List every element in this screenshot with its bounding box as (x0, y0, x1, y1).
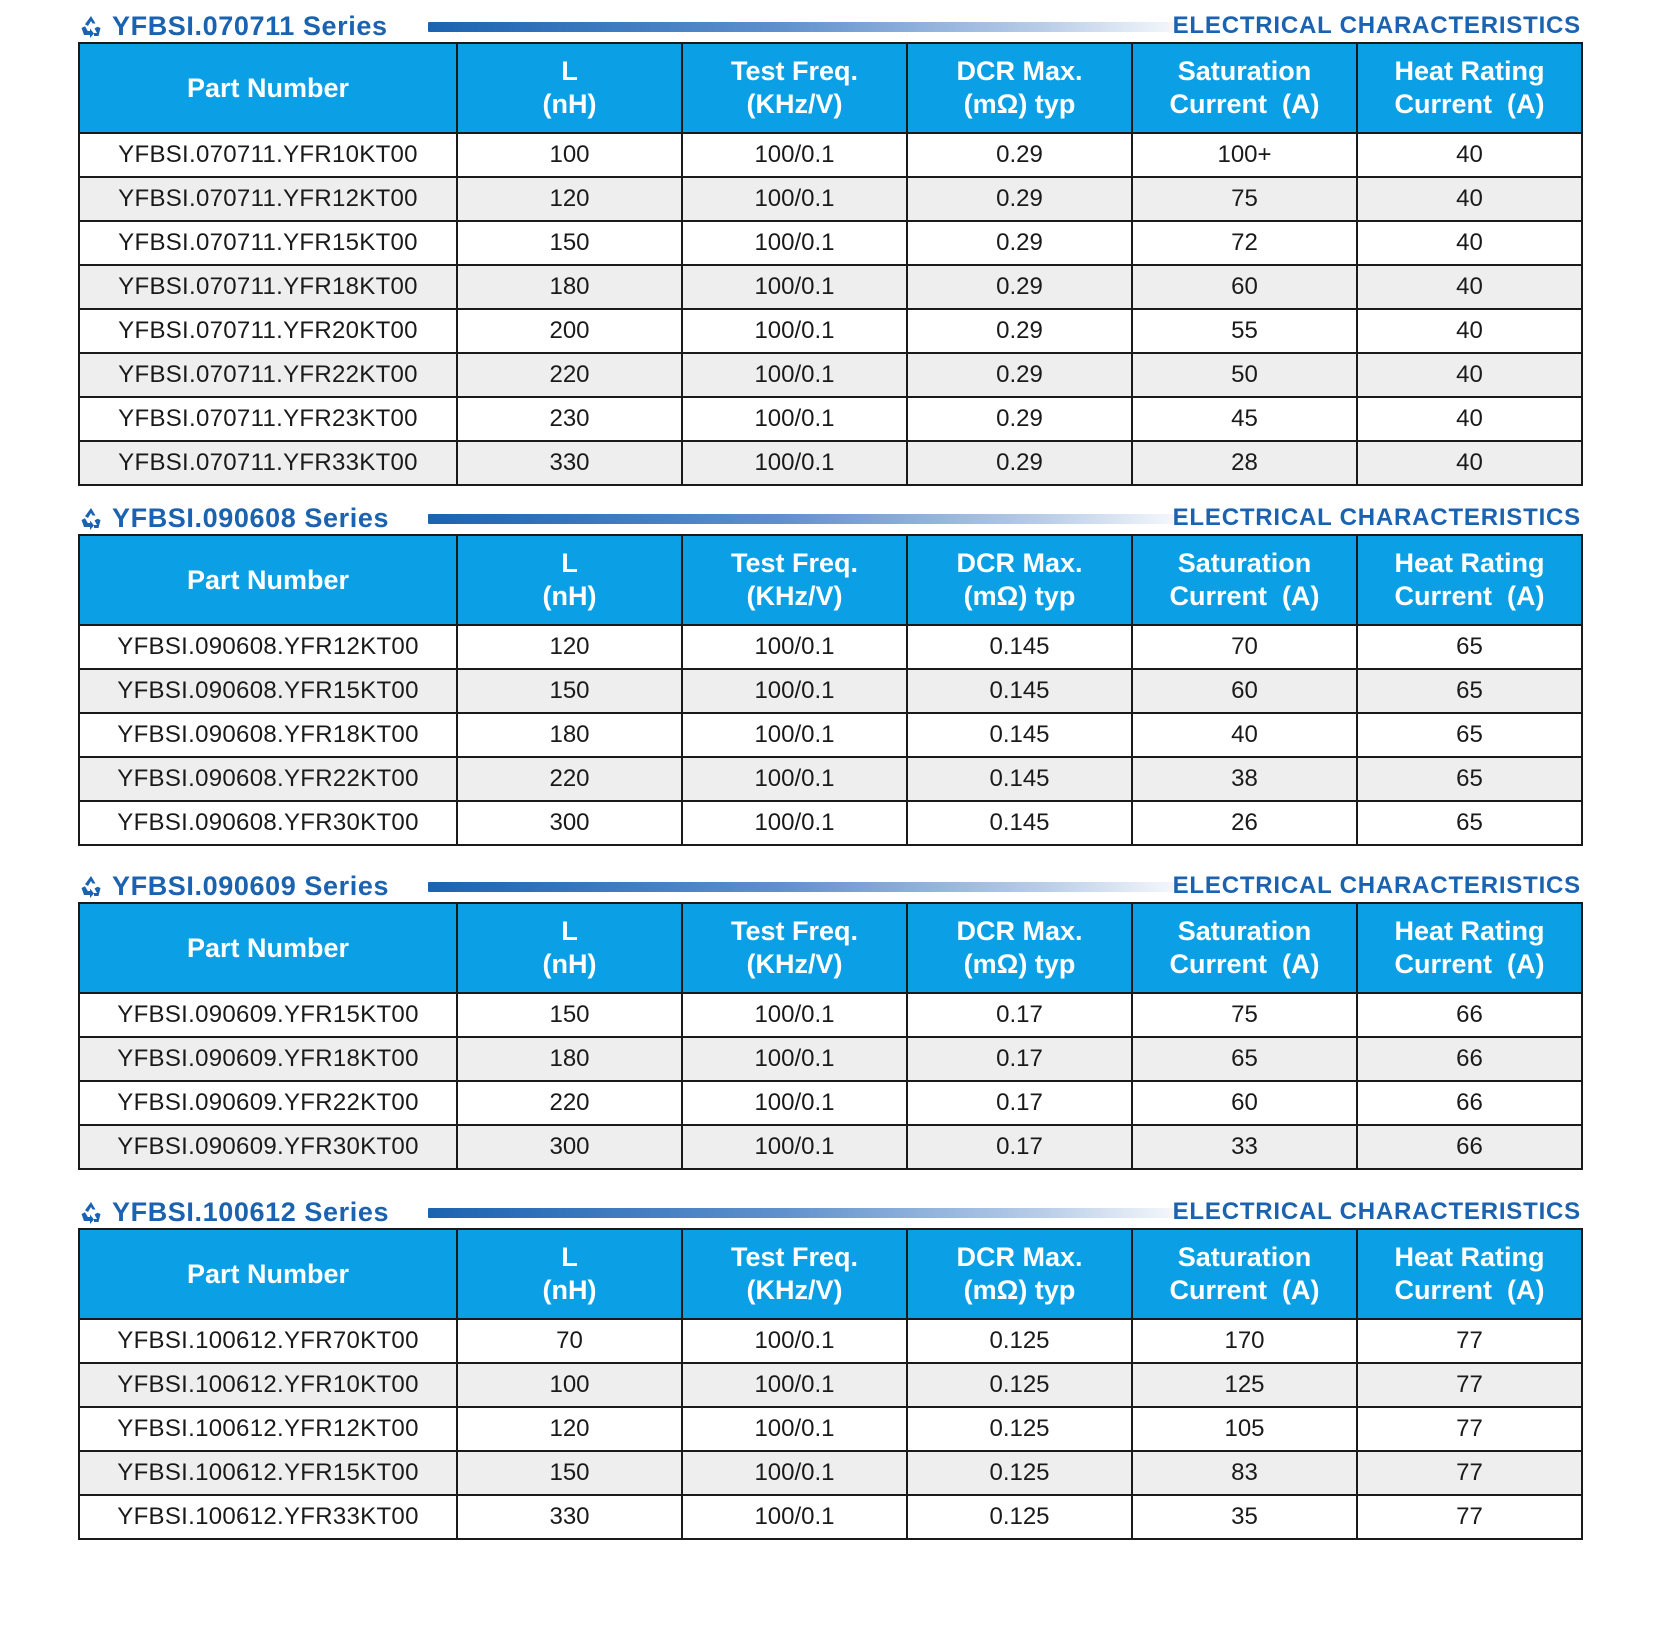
column-header (1132, 535, 1357, 625)
value-cell: 0.29 (907, 133, 1132, 177)
table-row (79, 713, 1582, 757)
value-cell: 100/0.1 (682, 1451, 907, 1495)
column-header-line: Saturation (1177, 56, 1312, 86)
value-cell: 72 (1132, 221, 1357, 265)
value-cell: 330 (457, 441, 682, 485)
value-cell: 0.29 (907, 221, 1132, 265)
table-row (79, 625, 1582, 669)
part-number-cell: YFBSI.100612.YFR15KT00 (79, 1451, 457, 1495)
value-cell: 100/0.1 (682, 625, 907, 669)
table-row (79, 265, 1582, 309)
table-header-row (79, 903, 1582, 993)
electrical-characteristics-label: ELECTRICAL CHARACTERISTICS (1172, 504, 1581, 531)
series-header (78, 871, 1581, 901)
column-header-unit: (mΩ) typ (963, 949, 1076, 979)
value-cell: 60 (1132, 1081, 1357, 1125)
part-number-cell: YFBSI.070711.YFR22KT00 (79, 353, 457, 397)
column-header (682, 1229, 907, 1319)
title-gradient-rule (428, 1208, 1198, 1218)
column-header-line: Heat Rating (1394, 548, 1545, 578)
column-header (907, 535, 1132, 625)
value-cell: 100/0.1 (682, 353, 907, 397)
value-cell: 0.145 (907, 757, 1132, 801)
part-number-cell: YFBSI.090609.YFR15KT00 (79, 993, 457, 1037)
value-cell: 105 (1132, 1407, 1357, 1451)
column-header-line: Part Number (186, 564, 350, 595)
column-header-line: L (561, 548, 578, 578)
table-row (79, 1451, 1582, 1495)
series-section (78, 503, 1581, 836)
series-section (78, 871, 1581, 1160)
recycle-icon (78, 1200, 104, 1226)
value-cell: 45 (1132, 397, 1357, 441)
table-row (79, 133, 1582, 177)
part-number-cell: YFBSI.070711.YFR12KT00 (79, 177, 457, 221)
column-header-unit: (KHz/V) (746, 949, 843, 979)
column-header (907, 903, 1132, 993)
value-cell: 28 (1132, 441, 1357, 485)
column-header (682, 903, 907, 993)
column-header-unit: (nH) (542, 1275, 597, 1305)
table-row (79, 397, 1582, 441)
value-cell: 200 (457, 309, 682, 353)
table-row (79, 353, 1582, 397)
column-header-unit: (nH) (542, 581, 597, 611)
part-number-cell: YFBSI.070711.YFR33KT00 (79, 441, 457, 485)
value-cell: 330 (457, 1495, 682, 1539)
column-header-unit: (mΩ) typ (963, 581, 1076, 611)
value-cell: 0.29 (907, 309, 1132, 353)
value-cell: 66 (1357, 1125, 1582, 1169)
table-row (79, 669, 1582, 713)
value-cell: 100/0.1 (682, 669, 907, 713)
part-number-cell: YFBSI.070711.YFR20KT00 (79, 309, 457, 353)
value-cell: 100/0.1 (682, 801, 907, 845)
column-header-line: Test Freq. (730, 916, 859, 946)
column-header-line: Heat Rating (1394, 56, 1545, 86)
column-header-line: DCR Max. (956, 1242, 1083, 1272)
value-cell: 70 (457, 1319, 682, 1363)
table-row (79, 309, 1582, 353)
value-cell: 0.145 (907, 625, 1132, 669)
column-header-unit: Current (A) (1169, 89, 1320, 119)
part-number-cell: YFBSI.090609.YFR22KT00 (79, 1081, 457, 1125)
table-row (79, 1037, 1582, 1081)
value-cell: 77 (1357, 1407, 1582, 1451)
value-cell: 77 (1357, 1495, 1582, 1539)
value-cell: 100/0.1 (682, 1495, 907, 1539)
value-cell: 60 (1132, 669, 1357, 713)
value-cell: 70 (1132, 625, 1357, 669)
value-cell: 65 (1357, 801, 1582, 845)
column-header-line: Saturation (1177, 916, 1312, 946)
value-cell: 100+ (1132, 133, 1357, 177)
value-cell: 300 (457, 801, 682, 845)
value-cell: 77 (1357, 1363, 1582, 1407)
column-header (1132, 903, 1357, 993)
value-cell: 100 (457, 1363, 682, 1407)
value-cell: 100/0.1 (682, 1125, 907, 1169)
value-cell: 40 (1132, 713, 1357, 757)
column-header (907, 43, 1132, 133)
column-header (907, 1229, 1132, 1319)
column-header (1357, 535, 1582, 625)
column-header-line: DCR Max. (956, 548, 1083, 578)
title-gradient-rule (428, 22, 1198, 32)
electrical-characteristics-label: ELECTRICAL CHARACTERISTICS (1172, 872, 1581, 899)
column-header-unit: (nH) (542, 949, 597, 979)
column-header-line: Saturation (1177, 1242, 1312, 1272)
value-cell: 83 (1132, 1451, 1357, 1495)
value-cell: 40 (1357, 309, 1582, 353)
value-cell: 0.17 (907, 1037, 1132, 1081)
column-header (457, 903, 682, 993)
value-cell: 180 (457, 1037, 682, 1081)
value-cell: 40 (1357, 177, 1582, 221)
value-cell: 100/0.1 (682, 1081, 907, 1125)
column-header-unit: (nH) (542, 89, 597, 119)
value-cell: 100 (457, 133, 682, 177)
part-number-cell: YFBSI.090608.YFR30KT00 (79, 801, 457, 845)
column-header-line: L (561, 56, 578, 86)
value-cell: 100/0.1 (682, 265, 907, 309)
series-header (78, 11, 1581, 41)
table-row (79, 1125, 1582, 1169)
value-cell: 0.125 (907, 1451, 1132, 1495)
value-cell: 0.125 (907, 1363, 1132, 1407)
column-header (1132, 1229, 1357, 1319)
table-row (79, 1363, 1582, 1407)
value-cell: 77 (1357, 1319, 1582, 1363)
table-row (79, 221, 1582, 265)
table-header-row (79, 535, 1582, 625)
column-header (79, 535, 457, 625)
value-cell: 125 (1132, 1363, 1357, 1407)
column-header-unit: (KHz/V) (746, 1275, 843, 1305)
title-gradient-rule (428, 514, 1198, 524)
table-row (79, 1319, 1582, 1363)
column-header-line: Part Number (186, 1258, 350, 1289)
column-header-unit: Current (A) (1394, 89, 1545, 119)
value-cell: 150 (457, 221, 682, 265)
value-cell: 40 (1357, 441, 1582, 485)
column-header-unit: Current (A) (1394, 949, 1545, 979)
value-cell: 66 (1357, 1081, 1582, 1125)
column-header-line: Test Freq. (730, 548, 859, 578)
value-cell: 180 (457, 713, 682, 757)
column-header (1357, 1229, 1582, 1319)
value-cell: 35 (1132, 1495, 1357, 1539)
value-cell: 230 (457, 397, 682, 441)
column-header-line: Heat Rating (1394, 1242, 1545, 1272)
title-gradient-rule (428, 882, 1198, 892)
table-row (79, 1407, 1582, 1451)
part-number-cell: YFBSI.100612.YFR70KT00 (79, 1319, 457, 1363)
value-cell: 40 (1357, 353, 1582, 397)
value-cell: 60 (1132, 265, 1357, 309)
value-cell: 120 (457, 1407, 682, 1451)
electrical-characteristics-label: ELECTRICAL CHARACTERISTICS (1172, 12, 1581, 39)
value-cell: 33 (1132, 1125, 1357, 1169)
part-number-cell: YFBSI.090608.YFR12KT00 (79, 625, 457, 669)
value-cell: 150 (457, 993, 682, 1037)
part-number-cell: YFBSI.090608.YFR15KT00 (79, 669, 457, 713)
column-header-line: Saturation (1177, 548, 1312, 578)
value-cell: 0.125 (907, 1407, 1132, 1451)
series-title: YFBSI.090608 Series (112, 503, 390, 533)
table-row (79, 801, 1582, 845)
value-cell: 100/0.1 (682, 397, 907, 441)
value-cell: 100/0.1 (682, 1407, 907, 1451)
part-number-cell: YFBSI.090608.YFR18KT00 (79, 713, 457, 757)
value-cell: 220 (457, 757, 682, 801)
value-cell: 0.17 (907, 1125, 1132, 1169)
value-cell: 0.145 (907, 669, 1132, 713)
part-number-cell: YFBSI.100612.YFR12KT00 (79, 1407, 457, 1451)
value-cell: 100/0.1 (682, 993, 907, 1037)
value-cell: 180 (457, 265, 682, 309)
part-number-cell: YFBSI.090609.YFR30KT00 (79, 1125, 457, 1169)
table-row (79, 993, 1582, 1037)
part-number-cell: YFBSI.070711.YFR10KT00 (79, 133, 457, 177)
value-cell: 40 (1357, 221, 1582, 265)
part-number-cell: YFBSI.070711.YFR18KT00 (79, 265, 457, 309)
column-header (1357, 903, 1582, 993)
column-header-line: L (561, 1242, 578, 1272)
value-cell: 65 (1357, 757, 1582, 801)
series-section (78, 1197, 1581, 1530)
value-cell: 100/0.1 (682, 1319, 907, 1363)
value-cell: 100/0.1 (682, 1037, 907, 1081)
table-row (79, 177, 1582, 221)
column-header-unit: (mΩ) typ (963, 1275, 1076, 1305)
recycle-icon (78, 874, 104, 900)
value-cell: 0.125 (907, 1319, 1132, 1363)
series-section (78, 11, 1581, 476)
value-cell: 0.125 (907, 1495, 1132, 1539)
value-cell: 55 (1132, 309, 1357, 353)
table-header-row (79, 1229, 1582, 1319)
column-header (79, 1229, 457, 1319)
value-cell: 0.29 (907, 353, 1132, 397)
series-title: YFBSI.100612 Series (112, 1197, 390, 1227)
value-cell: 75 (1132, 993, 1357, 1037)
value-cell: 100/0.1 (682, 221, 907, 265)
value-cell: 170 (1132, 1319, 1357, 1363)
value-cell: 0.29 (907, 177, 1132, 221)
value-cell: 0.145 (907, 713, 1132, 757)
column-header-unit: Current (A) (1169, 581, 1320, 611)
value-cell: 100/0.1 (682, 1363, 907, 1407)
electrical-characteristics-table (78, 1228, 1583, 1540)
part-number-cell: YFBSI.090609.YFR18KT00 (79, 1037, 457, 1081)
value-cell: 100/0.1 (682, 133, 907, 177)
value-cell: 150 (457, 669, 682, 713)
value-cell: 0.17 (907, 993, 1132, 1037)
value-cell: 0.29 (907, 441, 1132, 485)
table-row (79, 1495, 1582, 1539)
column-header-unit: (KHz/V) (746, 89, 843, 119)
value-cell: 0.17 (907, 1081, 1132, 1125)
column-header-line: DCR Max. (956, 916, 1083, 946)
column-header (682, 43, 907, 133)
column-header (682, 535, 907, 625)
series-title: YFBSI.070711 Series (112, 11, 388, 41)
column-header-unit: Current (A) (1169, 949, 1320, 979)
value-cell: 75 (1132, 177, 1357, 221)
column-header-unit: Current (A) (1394, 1275, 1545, 1305)
value-cell: 120 (457, 625, 682, 669)
value-cell: 150 (457, 1451, 682, 1495)
value-cell: 220 (457, 353, 682, 397)
column-header-line: L (561, 916, 578, 946)
electrical-characteristics-label: ELECTRICAL CHARACTERISTICS (1172, 1198, 1581, 1225)
recycle-icon (78, 14, 104, 40)
value-cell: 38 (1132, 757, 1357, 801)
value-cell: 77 (1357, 1451, 1582, 1495)
table-row (79, 1081, 1582, 1125)
column-header (457, 535, 682, 625)
column-header-line: Test Freq. (730, 56, 859, 86)
electrical-characteristics-table (78, 902, 1583, 1170)
column-header (457, 43, 682, 133)
value-cell: 100/0.1 (682, 713, 907, 757)
value-cell: 0.29 (907, 397, 1132, 441)
electrical-characteristics-table (78, 534, 1583, 846)
column-header-unit: (mΩ) typ (963, 89, 1076, 119)
series-header (78, 503, 1581, 533)
column-header (79, 903, 457, 993)
value-cell: 65 (1132, 1037, 1357, 1081)
column-header-line: Heat Rating (1394, 916, 1545, 946)
value-cell: 65 (1357, 713, 1582, 757)
table-row (79, 757, 1582, 801)
part-number-cell: YFBSI.070711.YFR15KT00 (79, 221, 457, 265)
column-header (1357, 43, 1582, 133)
value-cell: 65 (1357, 625, 1582, 669)
column-header (79, 43, 457, 133)
column-header (1132, 43, 1357, 133)
value-cell: 100/0.1 (682, 177, 907, 221)
value-cell: 50 (1132, 353, 1357, 397)
electrical-characteristics-table (78, 42, 1583, 486)
part-number-cell: YFBSI.100612.YFR10KT00 (79, 1363, 457, 1407)
table-row (79, 441, 1582, 485)
column-header (457, 1229, 682, 1319)
value-cell: 26 (1132, 801, 1357, 845)
table-header-row (79, 43, 1582, 133)
value-cell: 40 (1357, 397, 1582, 441)
column-header-unit: (KHz/V) (746, 581, 843, 611)
value-cell: 40 (1357, 133, 1582, 177)
value-cell: 65 (1357, 669, 1582, 713)
part-number-cell: YFBSI.090608.YFR22KT00 (79, 757, 457, 801)
part-number-cell: YFBSI.100612.YFR33KT00 (79, 1495, 457, 1539)
series-title: YFBSI.090609 Series (112, 871, 390, 901)
value-cell: 66 (1357, 993, 1582, 1037)
value-cell: 100/0.1 (682, 309, 907, 353)
column-header-unit: Current (A) (1394, 581, 1545, 611)
recycle-icon (78, 506, 104, 532)
series-header (78, 1197, 1581, 1227)
value-cell: 0.29 (907, 265, 1132, 309)
value-cell: 300 (457, 1125, 682, 1169)
value-cell: 220 (457, 1081, 682, 1125)
column-header-line: Part Number (186, 72, 350, 103)
value-cell: 0.145 (907, 801, 1132, 845)
column-header-line: DCR Max. (956, 56, 1083, 86)
column-header-line: Test Freq. (730, 1242, 859, 1272)
value-cell: 120 (457, 177, 682, 221)
value-cell: 100/0.1 (682, 757, 907, 801)
value-cell: 40 (1357, 265, 1582, 309)
column-header-unit: Current (A) (1169, 1275, 1320, 1305)
column-header-line: Part Number (186, 932, 350, 963)
value-cell: 100/0.1 (682, 441, 907, 485)
part-number-cell: YFBSI.070711.YFR23KT00 (79, 397, 457, 441)
value-cell: 66 (1357, 1037, 1582, 1081)
